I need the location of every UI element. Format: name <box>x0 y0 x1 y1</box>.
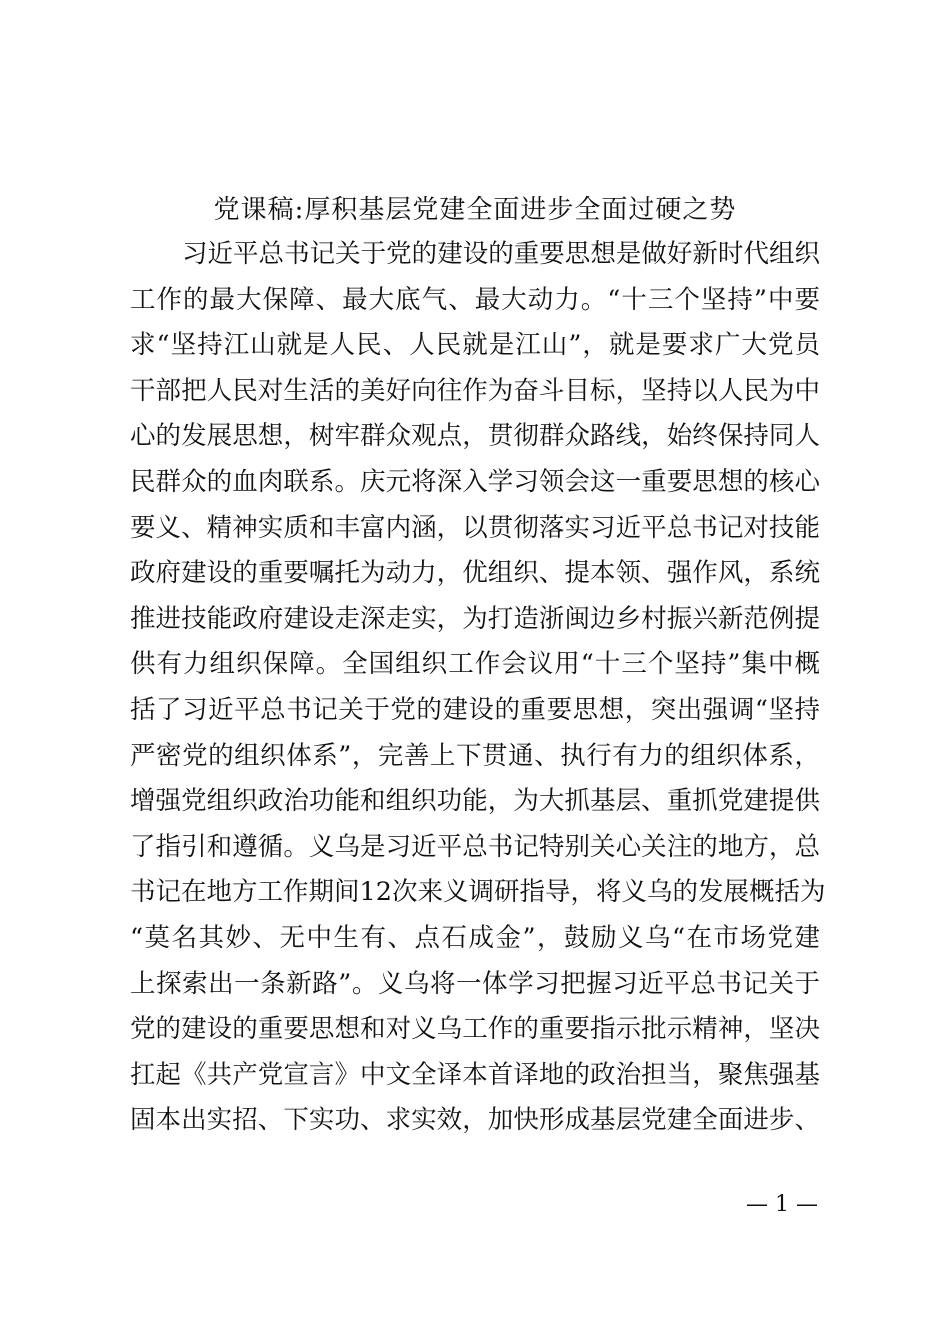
paragraph-line: 推进技能政府建设走深走实，为打造浙闽边乡村振兴新范例提 <box>130 603 820 634</box>
paragraph-line: 政府建设的重要嘱托为动力，优组织、提本领、强作风，系统 <box>130 558 820 589</box>
paragraph-line: 书记在地方工作期间12次来义调研指导，将义乌的发展概括为 <box>130 877 826 908</box>
paragraph-line: 增强党组织政治功能和组织功能，为大抓基层、重抓党建提供 <box>130 786 820 817</box>
paragraph-line: 习近平总书记关于党的建设的重要思想是做好新时代组织 <box>182 239 820 269</box>
page-number: — 1 — <box>746 1192 818 1217</box>
paragraph-line: 要义、精神实质和丰富内涵，以贯彻落实习近平总书记对技能 <box>130 512 820 543</box>
paragraph-line: “莫名其妙、无中生有、点石成金”，鼓励义乌“在市场党建 <box>130 922 820 953</box>
paragraph-line: 民群众的血肉联系。庆元将深入学习领会这一重要思想的核心 <box>130 466 820 497</box>
document-body <box>130 232 826 1144</box>
paragraph-line: 心的发展思想，树牢群众观点，贯彻群众路线，始终保持同人 <box>130 421 820 452</box>
paragraph-line: 了指引和遵循。义乌是习近平总书记特别关心关注的地方，总 <box>130 831 820 862</box>
paragraph-line: 党的建设的重要思想和对义乌工作的重要指示批示精神，坚决 <box>130 1014 820 1045</box>
paragraph-line: 上探索出一条新路”。义乌将一体学习把握习近平总书记关于 <box>130 968 820 999</box>
paragraph-line: 工作的最大保障、最大底气、最大动力。“十三个坚持”中要 <box>130 284 820 315</box>
paragraph-line: 严密党的组织体系”，完善上下贯通、执行有力的组织体系， <box>130 740 820 771</box>
paragraph-line: 求“坚持江山就是人民、人民就是江山”，就是要求广大党员 <box>130 330 820 361</box>
paragraph-line: 括了习近平总书记关于党的建设的重要思想，突出强调“坚持 <box>130 694 820 725</box>
document-title: 党课稿:厚积基层党建全面进步全面过硬之势 <box>213 195 737 225</box>
paragraph-line: 固本出实招、下实功、求实效，加快形成基层党建全面进步、 <box>130 1105 820 1136</box>
paragraph-line: 干部把人民对生活的美好向往作为奋斗目标，坚持以人民为中 <box>130 375 820 406</box>
paragraph-line: 扛起《共产党宣言》中文全译本首译地的政治担当，聚焦强基 <box>130 1059 820 1090</box>
paragraph-line: 供有力组织保障。全国组织工作会议用“十三个坚持”集中概 <box>130 649 820 680</box>
